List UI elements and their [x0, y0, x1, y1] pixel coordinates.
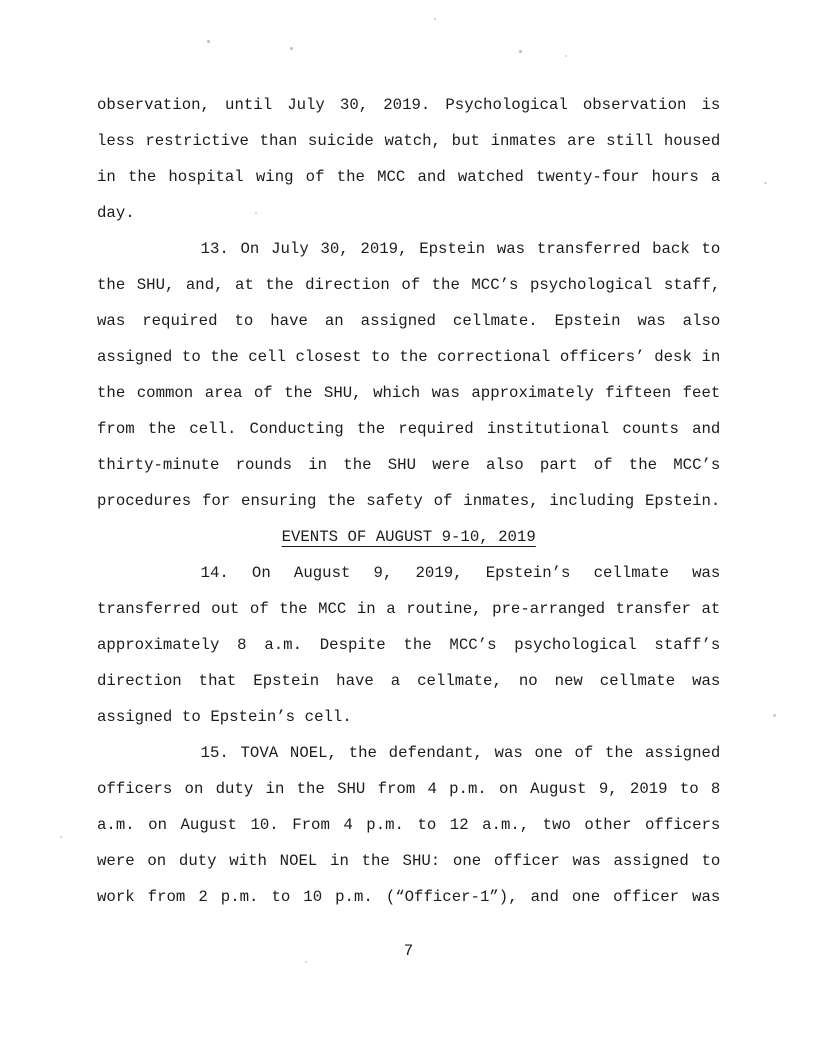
text-line: observation, until July 30, 2019. Psychological observation is: [97, 96, 721, 114]
text-line: direction that Epstein have a cellmate, no new cellmate was: [97, 672, 721, 690]
text-line: from the cell. Conducting the required institutional counts and: [97, 420, 721, 438]
text-line: transferred out of the MCC in a routine, pre-arranged transfer at: [97, 600, 721, 618]
text-line: day.: [97, 204, 135, 222]
text-line: less restrictive than suicide watch, but inmates are still housed: [97, 132, 721, 150]
section-heading-text: EVENTS OF AUGUST 9-10, 2019: [281, 528, 536, 546]
scan-speck: [565, 55, 567, 57]
scan-speck: [207, 40, 210, 43]
scan-speck: [764, 182, 767, 184]
scan-speck: [519, 50, 522, 53]
text-line: a.m. on August 10. From 4 p.m. to 12 a.m., two other officers: [97, 816, 721, 834]
paragraph: [97, 231, 720, 519]
document-body: [97, 87, 720, 915]
scan-speck: [773, 714, 776, 717]
text-line: was required to have an assigned cellmate. Epstein was also: [97, 312, 721, 330]
text-line: in the hospital wing of the MCC and watched twenty-four hours a: [97, 168, 721, 186]
text-line: 15. TOVA NOEL, the defendant, was one of the assigned: [200, 744, 721, 762]
text-line: approximately 8 a.m. Despite the MCC’s psychological staff’s: [97, 636, 721, 654]
text-line: the SHU, and, at the direction of the MCC’s psychological staff,: [97, 276, 721, 294]
text-line: were on duty with NOEL in the SHU: one officer was assigned to: [97, 852, 721, 870]
paragraph: [97, 87, 720, 231]
paragraph: [97, 735, 720, 915]
scan-speck: [60, 836, 62, 838]
text-line: work from 2 p.m. to 10 p.m. (“Officer-1”), and one officer was: [97, 888, 721, 906]
text-line: procedures for ensuring the safety of inmates, including Epstein.: [97, 492, 721, 510]
text-line: 14. On August 9, 2019, Epstein’s cellmate was: [200, 564, 721, 582]
paragraph: [97, 555, 720, 735]
text-line: the common area of the SHU, which was approximately fifteen feet: [97, 384, 721, 402]
text-line: officers on duty in the SHU from 4 p.m. on August 9, 2019 to 8: [97, 780, 721, 798]
text-line: assigned to the cell closest to the correctional officers’ desk in: [97, 348, 721, 366]
section-heading: [97, 519, 720, 555]
scan-speck: [434, 18, 436, 20]
text-line: thirty-minute rounds in the SHU were also part of the MCC’s: [97, 456, 721, 474]
scan-speck: [290, 47, 293, 50]
text-line: assigned to Epstein’s cell.: [97, 708, 352, 726]
page-number: 7: [403, 942, 414, 960]
text-line: 13. On July 30, 2019, Epstein was transferred back to: [200, 240, 721, 258]
